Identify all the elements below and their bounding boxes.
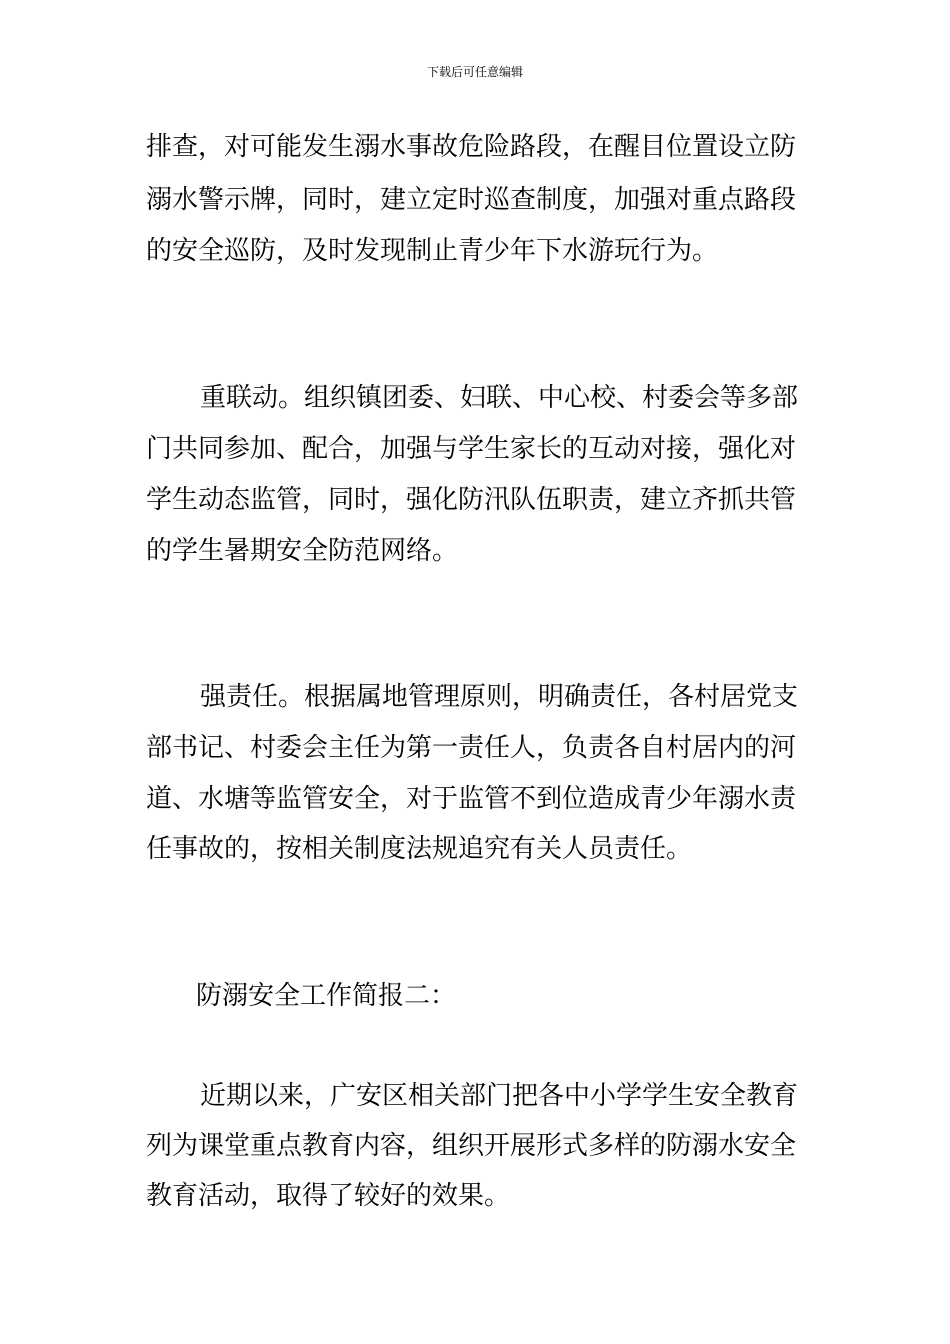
paragraph-3-line-3: 道、水塘等监管安全，对于监管不到位造成青少年溺水责	[146, 784, 797, 814]
paragraph-1-line-2: 溺水警示牌，同时，建立定时巡查制度，加强对重点路段	[146, 185, 797, 215]
page-header: 下载后可任意编辑	[426, 65, 523, 79]
paragraph-2-line-4: 的学生暑期安全防范网络。	[146, 536, 459, 566]
paragraph-2-line-2: 门共同参加、配合，加强与学生家长的互动对接，强化对	[146, 434, 797, 464]
paragraph-2-line-3: 学生动态监管，同时，强化防汛队伍职责，建立齐抓共管	[146, 485, 797, 515]
paragraph-5-line-1: 近期以来，广安区相关部门把各中小学学生安全教育	[200, 1081, 799, 1111]
paragraph-2-line-1: 重联动。组织镇团委、妇联、中心校、村委会等多部	[200, 383, 799, 413]
paragraph-3-line-1: 强责任。根据属地管理原则，明确责任，各村居党支	[200, 682, 799, 712]
paragraph-5-line-3: 教育活动，取得了较好的效果。	[146, 1181, 511, 1211]
paragraph-1-line-3: 的安全巡防，及时发现制止青少年下水游玩行为。	[146, 236, 719, 266]
section-heading: 防溺安全工作简报二：	[196, 981, 457, 1011]
paragraph-5-line-2: 列为课堂重点教育内容，组织开展形式多样的防溺水安全	[146, 1131, 797, 1161]
paragraph-3-line-4: 任事故的，按相关制度法规追究有关人员责任。	[146, 834, 693, 864]
paragraph-3-line-2: 部书记、村委会主任为第一责任人，负责各自村居内的河	[146, 733, 797, 763]
paragraph-1-line-1: 排查，对可能发生溺水事故危险路段，在醒目位置设立防	[146, 132, 797, 162]
